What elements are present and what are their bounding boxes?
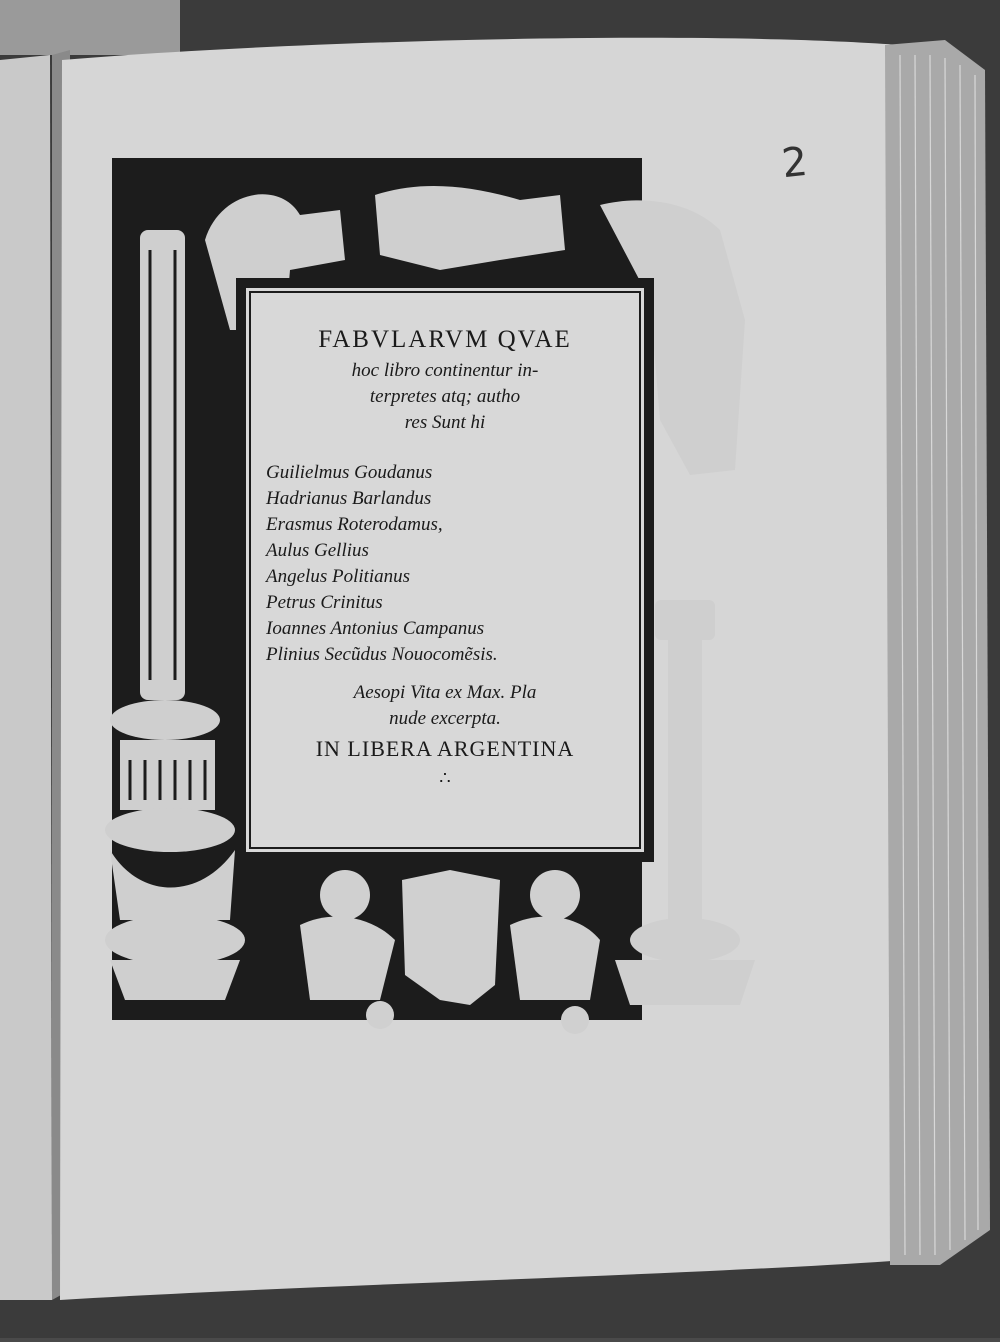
folio-number: 2: [779, 138, 810, 188]
fleuron: ∴: [439, 768, 451, 789]
title-page-text: [250, 290, 640, 860]
closing-line-1: Aesopi Vita ex Max. Pla: [353, 682, 537, 703]
intro-line-3: res Sunt hi: [404, 412, 486, 433]
author-line: Angelus Politianus: [266, 566, 411, 587]
binding-strip: [0, 0, 180, 55]
author-line: Petrus Crinitus: [266, 592, 383, 613]
imprint: IN LIBERA ARGENTINA: [315, 736, 575, 761]
author-line: Guilielmus Goudanus: [266, 462, 433, 483]
author-line: Ioannes Antonius Campanus: [266, 618, 485, 639]
intro-line-2: terpretes atq; autho: [369, 386, 521, 407]
author-line: Hadrianus Barlandus: [266, 488, 432, 509]
author-line: Erasmus Roterodamus,: [266, 514, 443, 535]
closing-line-2: nude excerpta.: [389, 708, 501, 729]
author-line: Aulus Gellius: [266, 540, 369, 561]
author-line: Plinius Secũdus Nouocomẽsis.: [266, 644, 498, 665]
intro-line-1: hoc libro continentur in-: [351, 360, 539, 381]
page-title: FABVLARVM QVAE: [318, 326, 572, 353]
left-page-edge: [0, 55, 52, 1300]
